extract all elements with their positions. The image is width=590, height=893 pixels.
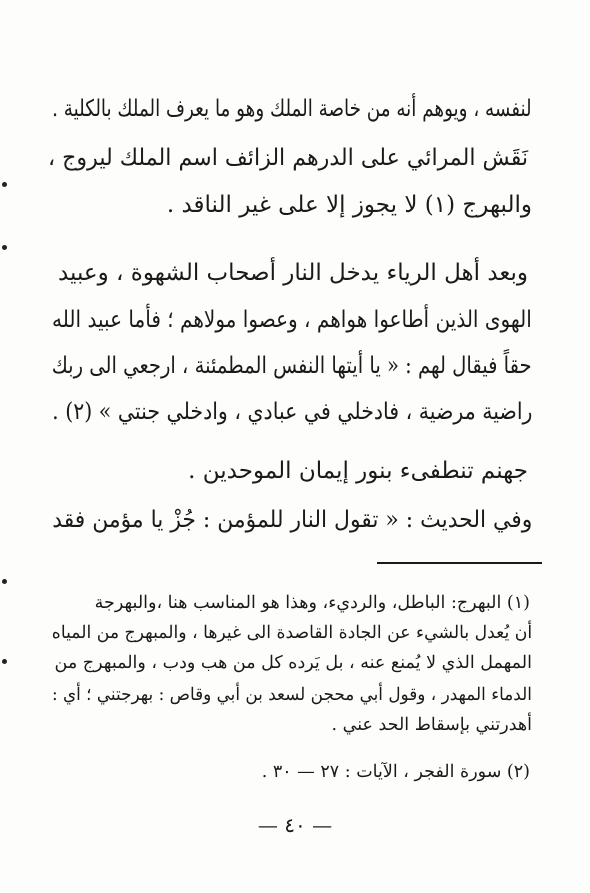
footnote-line-1: (١) البهرج: الباطل، والرديء، وهذا هو المناسب هنا ،والبهرجة: [94, 593, 530, 613]
footnote-line-6: (٢) سورة الفجر ، الآيات : ٢٧ — ٣٠ .: [261, 762, 530, 782]
margin-mark-3: [2, 579, 7, 584]
page-number: — ٤٠ —: [257, 813, 333, 837]
margin-mark-1: [2, 182, 7, 187]
body-line-5: الهوى الذين أطاعوا هواهم ، وعصوا مولاهم ؛ فأما عبيد الله: [52, 307, 532, 333]
margin-mark-2: [2, 245, 7, 250]
body-line-7: راضية مرضية ، فادخلي في عبادي ، وادخلي جنتي » (٢) .: [51, 399, 532, 425]
body-line-6: حقاً فيقال لهم : « يا أيتها النفس المطمئنة ، ارجعي الى ربك: [52, 353, 532, 379]
footnote-line-2: أن يُعدل بالشيء عن الجادة القاصدة الى غيرها ، والمبهرج من المياه: [51, 623, 532, 643]
footnote-separator: [377, 562, 542, 564]
margin-mark-4: [2, 659, 7, 664]
body-line-8: جهنم تنطفىء بنور إيمان الموحدين .: [188, 458, 528, 484]
footnote-line-4: الدماء المهدر ، وقول أبي محجن لسعد بن أبي وقاص : بهرجتني ؛ أي :: [52, 685, 532, 705]
body-line-2: نَقَش المرائي على الدرهم الزائف اسم الملك ليروج ،: [47, 145, 528, 171]
body-line-3: والبهرج (١) لا يجوز إلا على غير الناقد .: [166, 192, 532, 218]
body-line-9: وفي الحديث : « تقول النار للمؤمن : جُزْ يا مؤمن فقد: [51, 507, 532, 533]
footnote-line-3: المهمل الذي لا يُمنع عنه ، بل يَرده كل من هب ودب ، والمبهرج من: [54, 653, 532, 673]
footnote-line-5: أهدرتني بإسقاط الحد عني .: [331, 715, 532, 735]
body-line-1: لنفسه ، ويوهم أنه من خاصة الملك وهو ما يعرف الملك بالكلية .: [52, 96, 532, 122]
body-line-4: وبعد أهل الرياء يدخل النار أصحاب الشهوة ، وعبيد: [57, 260, 528, 286]
